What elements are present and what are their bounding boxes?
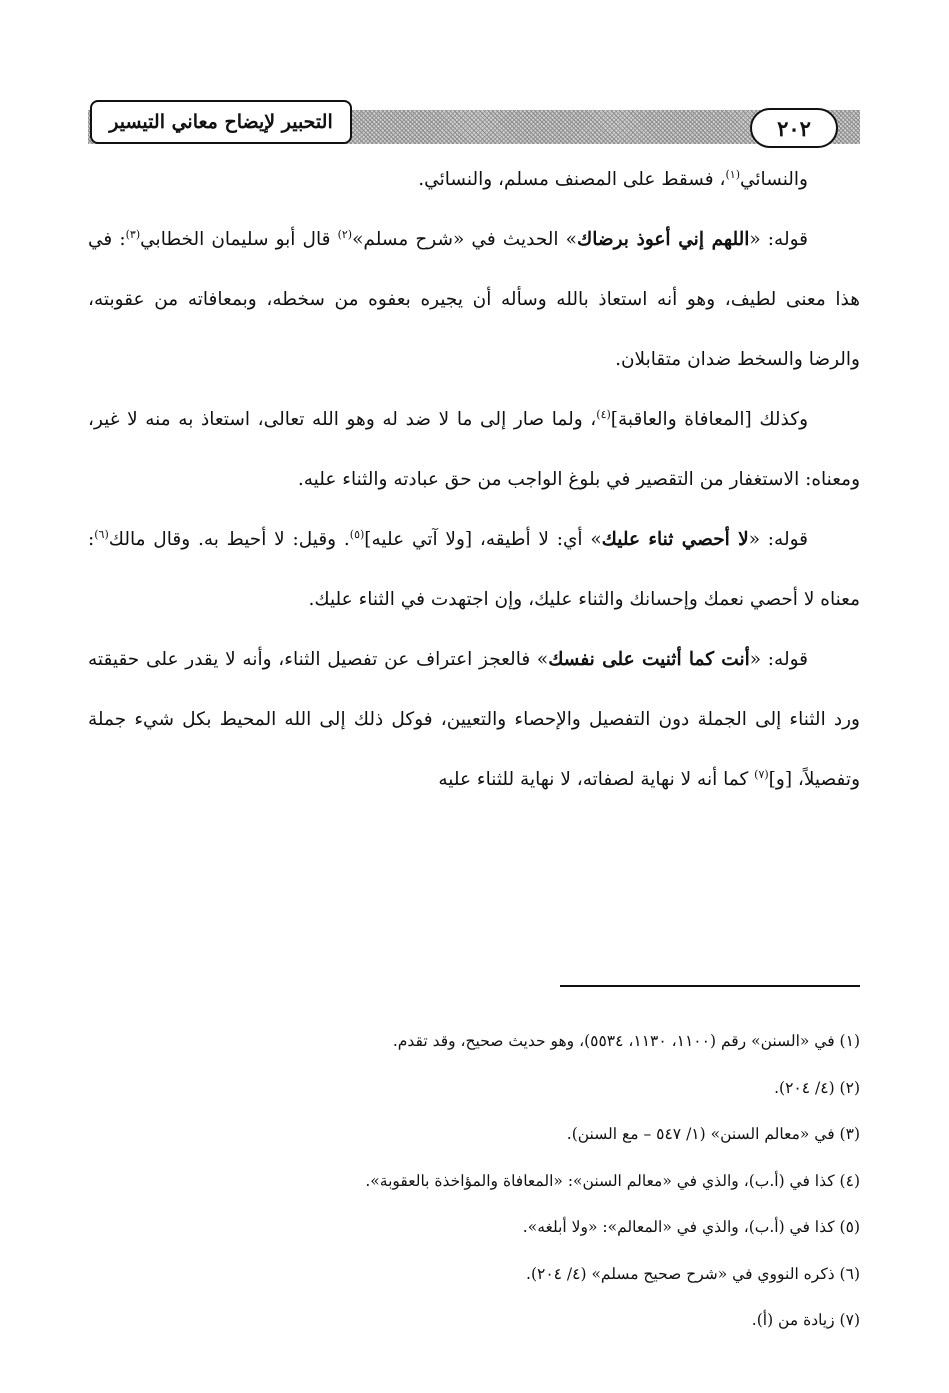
footnote-7: (٧) زيادة من (أ). (751, 1311, 860, 1329)
text: : في هذا معنى لطيف، وهو أنه استعاذ بالله وسأله أن يجيره بعفوه من سخطه، وبمعافاته من عقوبته، والرضا والسخط ضدان متقابلان. (88, 229, 860, 370)
running-header-title: التحبير لإيضاح معاني التيسير (90, 100, 352, 144)
footnote-3: (٣) في «معالم السنن» (١/ ٥٤٧ – مع السنن). (566, 1125, 860, 1143)
text: » الحديث في «شرح مسلم» (352, 229, 577, 250)
footnote-4: (٤) كذا في (أ.ب)، والذي في «معالم السنن»: «المعافاة والمؤاخذة بالعقوبة». (365, 1171, 860, 1190)
footnote-ref-5[interactable]: (٥) (349, 527, 365, 541)
text: قال أبو سليمان الخطابي (140, 229, 338, 250)
text: وكذلك [المعافاة والعاقبة] (610, 409, 809, 430)
text: : معناه لا أحصي نعمك وإحسانك والثناء عليك، وإن اجتهدت في الثناء عليك. (88, 529, 860, 610)
footnote-ref-3[interactable]: (٣) (125, 227, 141, 241)
text: كما أنه لا نهاية لصفاته، لا نهاية للثناء عليه (438, 769, 755, 790)
paragraph-2 (88, 210, 860, 390)
footnotes (88, 1018, 860, 1344)
footnote-ref-6[interactable]: (٦) (94, 527, 109, 541)
footnote-2: (٢) (٤/ ٢٠٤). (774, 1078, 860, 1097)
footnote-ref-2[interactable]: (٢) (337, 227, 353, 241)
text: قوله: « (749, 649, 808, 670)
text: . وقيل: لا أحيط به. وقال مالك (108, 529, 350, 550)
paragraph-4 (88, 510, 860, 630)
text: » أي: لا أطيقه، [ولا آتي عليه] (364, 529, 602, 550)
text: » فالعجز اعتراف عن تفصيل الثناء، وأنه لا يقدر على حقيقته ورد الثناء إلى الجملة دون التفصيل والإحصاء والتعيين، فوكل ذلك إلى الله المحيط بكل شيء جملة وتفصيلاً، [و] (88, 649, 860, 790)
paragraph-3 (88, 390, 860, 510)
text: ، فسقط على المصنف مسلم، والنسائي. (418, 169, 726, 190)
bold-quote: اللهم إني أعوذ برضاك (576, 229, 750, 250)
bold-quote: أنت كما أثنيت على نفسك (548, 649, 750, 670)
footnote-1: (١) في «السنن» رقم (١١٠٠، ١١٣٠، ٥٥٣٤)، وهو حديث صحيح، وقد تقدم. (392, 1032, 860, 1050)
bold-quote: لا أحصي ثناء عليك (601, 529, 749, 550)
page-number: ٢٠٢ (750, 108, 838, 148)
paragraph-5 (88, 630, 860, 810)
text: قوله: « (749, 229, 808, 250)
footnote-separator (560, 985, 860, 987)
paragraph-1 (88, 150, 860, 210)
text: ، ولما صار إلى ما لا ضد له وهو الله تعالى، استعاذ به منه لا غير، ومعناه: الاستغفار من التقصير في بلوغ الواجب من حق عبادته والثناء عليه. (88, 409, 860, 490)
text: والنسائي (739, 169, 808, 190)
footnote-ref-4[interactable]: (٤) (596, 407, 611, 421)
footnote-6: (٦) ذكره النووي في «شرح صحيح مسلم» (٤/ ٢٠٤). (526, 1264, 860, 1283)
footnote-ref-1[interactable]: (١) (725, 167, 740, 181)
footnote-5: (٥) كذا في (أ.ب)، والذي في «المعالم»: «ولا أبلغه». (522, 1218, 860, 1236)
text: قوله: « (748, 529, 808, 550)
body-text (88, 150, 860, 810)
footnote-ref-7[interactable]: (٧) (754, 767, 769, 781)
